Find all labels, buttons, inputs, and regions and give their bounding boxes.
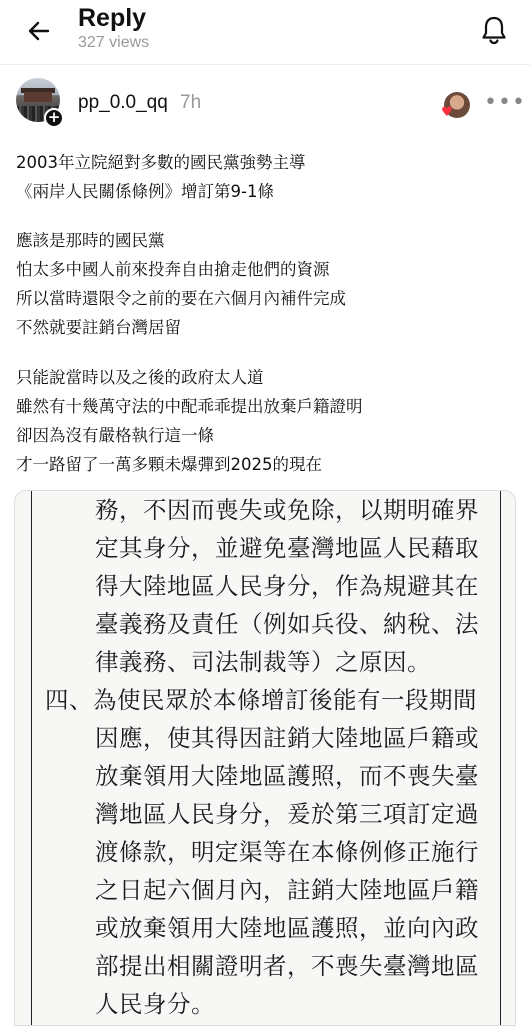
document-line: 或放棄領用大陸地區護照，並向內政 [95,914,479,942]
post-line: 不然就要註銷台灣居留 [16,318,181,337]
arrow-left-icon [26,18,52,44]
post-line: 《兩岸人民關係條例》增訂第9-1條 [16,182,274,201]
page-title: Reply [78,4,147,32]
document-line: 灣地區人民身分，爰於第三項訂定過 [95,800,479,828]
plus-icon[interactable]: + [44,108,64,128]
attached-document-image[interactable] [14,490,516,1026]
view-count: 327 views [78,34,150,51]
notifications-button[interactable] [476,12,512,48]
post-paragraph-3 [16,363,516,479]
more-horizontal-icon[interactable]: ••• [484,90,526,115]
back-button[interactable] [22,14,56,48]
post-paragraph-1 [16,148,516,206]
document-line: 臺義務及責任（例如兵役、納稅、法 [95,610,479,638]
document-line: 部提出相關證明者，不喪失臺灣地區 [95,952,479,980]
author-username[interactable]: pp_0.0_qq [78,92,168,113]
post-line: 卻因為沒有嚴格執行這一條 [16,426,214,445]
document-line: 之日起六個月內，註銷大陸地區戶籍 [95,876,479,904]
bell-icon [480,15,508,45]
top-bar [0,0,530,62]
post-line: 怕太多中國人前來投奔自由搶走他們的資源 [16,260,330,279]
post-timestamp: 7h [180,92,202,113]
document-line: 務，不因而喪失或免除，以期明確界 [95,496,479,524]
post-line: 才一路留了一萬多顆未爆彈到2025的現在 [16,455,322,474]
document-line: 四、為使民眾於本條增訂後能有一段期間 [45,686,477,714]
header-divider [0,64,530,65]
post-line: 只能說當時以及之後的政府太人道 [16,368,264,387]
post-line: 2003年立院絕對多數的國民黨強勢主導 [16,153,306,172]
document-line: 得大陸地區人民身分，作為規避其在 [95,572,479,600]
post-line: 應該是那時的國民黨 [16,231,165,250]
document-line: 因應，使其得因註銷大陸地區戶籍或 [95,724,479,752]
document-line: 放棄領用大陸地區護照，而不喪失臺 [95,762,479,790]
document-line: 律義務、司法制裁等）之原因。 [95,648,431,676]
table-border-right [500,491,501,1025]
author-avatar-button[interactable] [16,78,64,126]
document-line: 人民身分。 [95,990,215,1018]
document-line: 渡條款，明定渠等在本條例修正施行 [95,838,479,866]
heart-icon: ♥ [441,105,453,120]
document-line: 定其身分，並避免臺灣地區人民藉取 [95,534,479,562]
post-line: 所以當時還限令之前的要在六個月內補件完成 [16,289,346,308]
post-line: 雖然有十幾萬守法的中配乖乖提出放棄戶籍證明 [16,397,363,416]
post-paragraph-2 [16,226,516,342]
table-border-left [31,491,32,1025]
